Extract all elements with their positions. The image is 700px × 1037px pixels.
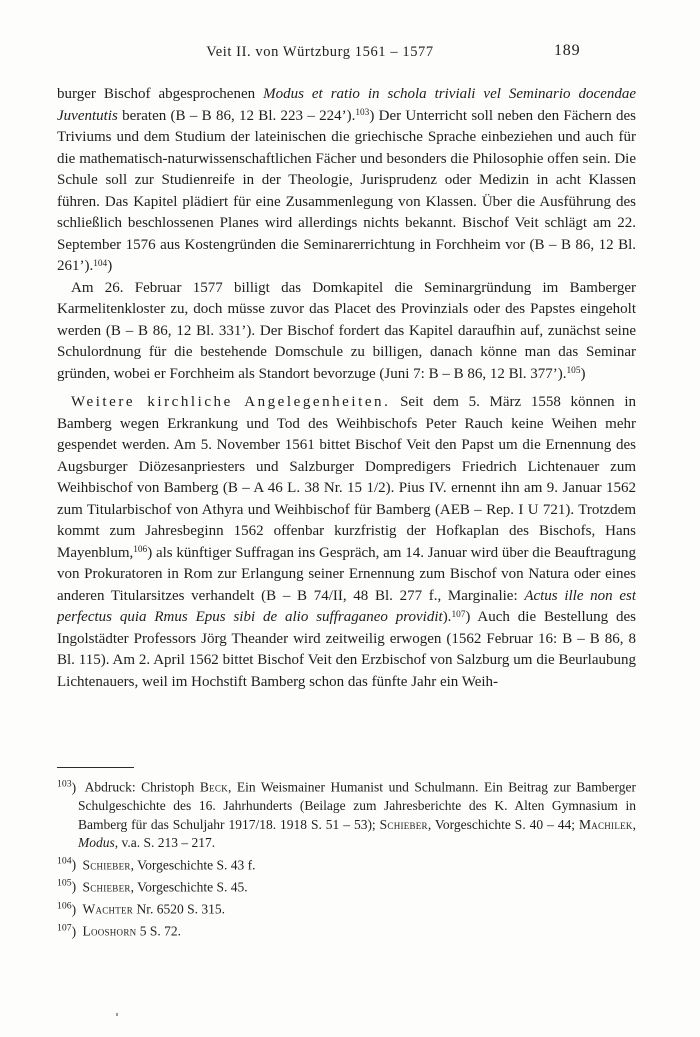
footnote [57,853,636,875]
text-run: Schieber [379,816,428,832]
text-run: Schieber [82,857,131,873]
footnote-marker: $^{103}$) [57,778,82,795]
footnote-marker: $^{107}$) [57,922,80,939]
text-run: Modus [78,835,115,851]
paragraph [57,392,636,693]
text-run: , Vorgeschichte S. 43 f. [130,857,256,873]
text-run: Wachter [82,901,134,917]
footnote-marker: $^{106}$) [57,900,80,917]
footnote-marker: $^{104}$) [57,855,80,873]
text-run: Machilek [578,816,633,832]
footnote-reference: 104 [93,258,108,269]
text-run: , Ein Weismainer Humanist und Schulmann. Ein Beitrag zur Bamberger Schulgeschichte des 16. Jahrhunderts (Beilage zum Jahresberichte des K. Alten Gymnasium in Bamberg für das Schuljahr 1917/18. 1918 S. 51 – 53); [78,779,636,832]
scan-artifact-dot [116,1013,118,1016]
paragraph [57,84,636,278]
footnote-separator-rule [57,767,134,768]
footnote-reference: 106 [133,545,148,556]
footnotes [57,775,636,941]
text-run: ) Auch die Bestellung des Ingolstädter Professors Jörg Theander wird zeitweilig erwogen (1562 Februar 16: B – B 86, 8 Bl. 115). Am 2. April 1562 bittet Bischof Veit den Erzbischof von Salzburg um die Beurlaubung Lichtenauers, weil im Hochstift Bamberg schon das fünfte Jahr ein Weih- [57,609,636,690]
footnote-reference: 105 [566,366,581,377]
footnote-reference: 103 [355,108,370,119]
text-run: 5 S. 72. [136,923,182,939]
running-header-title: Veit II. von Würtzburg 1561 – 1577 [206,44,434,60]
text-run: ) Der Unterricht soll neben den Fächern des Triviums und dem Studium der lateinischen die griechische Sprache einbeziehen und auch für die mathematisch-naturwissenschaftlichen Fächer und besonders die Philosophie offen sein. Die Schule soll zur Studienreife in der Theologie, Jurisprudenz oder Medizin in acht Klassen führen. Das Kapitel plädiert für eine Zusammenlegung von Klassen. Über die Ausführung des schließlich beschlossenen Planes wird allerdings nichts bekannt. Bischof Veit schlägt am 22. September 1576 aus Kostengründen die Seminarerrichtung in Forchheim vor (B – B 86, 12 Bl. 261’). [57,107,636,274]
footnote [57,775,636,853]
text-run: , Vorgeschichte S. 45. [130,879,248,895]
page-number: 189 [554,42,581,59]
text-run: Weitere kirchliche Angelegenheiten. [71,394,391,410]
text-run: Am 26. Februar 1577 billigt das Domkapitel die Seminargründung im Bamberger Karmelitenkloster zu, doch müsse zuvor das Placet des Provinzials oder des Papstes eingeholt werden (B – B 86, 12 Bl. 331’). Der Bischof fordert das Kapitel daraufhin auf, zunächst seine Schulordnung für die bestehende Domschule zu billigen, danach könne man das Seminar gründen, wobei er Forchheim als Standort bevorzuge (Juni 7: B – B 86, 12 Bl. 377’). [57,279,636,382]
text-run: Looshorn [82,923,137,939]
footnote [57,897,636,919]
text-run: ) [107,258,113,274]
text-run: burger Bischof abgesprochenen [57,86,264,102]
text-run: Seit dem 5. März 1558 können in Bamberg wegen Erkrankung und Tod des Weihbischofs Peter Rauch keine Weihen mehr gespendet werden. Am 5. November 1561 bittet Bischof Veit den Papst um die Ernennung des Augsburger Diözesanpriesters und Salzburger Dompredigers Friedrich Lichtenauer zum Weihbischof von Bamberg (B – A 46 L. 38 Nr. 15 1/2). Pius IV. ernennt ihn am 9. Januar 1562 zum Titularbischof von Athyra und Weihbischof für Bamberg (AEB – Rep. I U 721). Trotzdem kommt zum Jahresbeginn 1562 offenbar kurzfristig der Hofkaplan des Bischofs, Hans Mayenblum, [57,394,636,561]
text-run: ) [580,365,586,382]
text-run: , [632,816,637,832]
text-run: ) als künftiger Suffragan ins Gespräch, am 14. Januar wird über die Beauftragung von Prokuratoren in Rom zur Erlangung seiner Ernennung zum Bischof von Natura oder eines anderen Titularsitzes verhandelt (B – B 74/II, 48 Bl. 277 f., Marginalie: [57,544,636,604]
running-header [57,42,636,64]
main-text [57,84,636,766]
text-run: Actus ille non est perfectus quia Rmus Epus sibi de alio suffraganeo providit [57,587,636,625]
text-run: Abdruck: Christoph [84,779,200,795]
text-run: , Vorgeschichte S. 40 – 44; [427,816,579,832]
text-run: Modus et ratio in schola triviali vel Seminario docendae Juventutis [57,86,636,124]
text-run: , v.a. S. 213 – 217. [114,835,216,851]
text-run: Nr. 6520 S. 315. [133,901,225,917]
footnote-marker: $^{105}$) [57,877,80,895]
footnote-reference: 107 [451,609,466,620]
text-run: beraten (B – B 86, 12 Bl. 223 – 224’). [117,107,356,124]
paragraph [57,278,636,386]
text-run: ). [442,609,452,625]
text-run: Schieber [82,879,131,895]
footnote [57,875,636,897]
text-run: Beck [199,779,228,795]
footnote [57,919,636,941]
